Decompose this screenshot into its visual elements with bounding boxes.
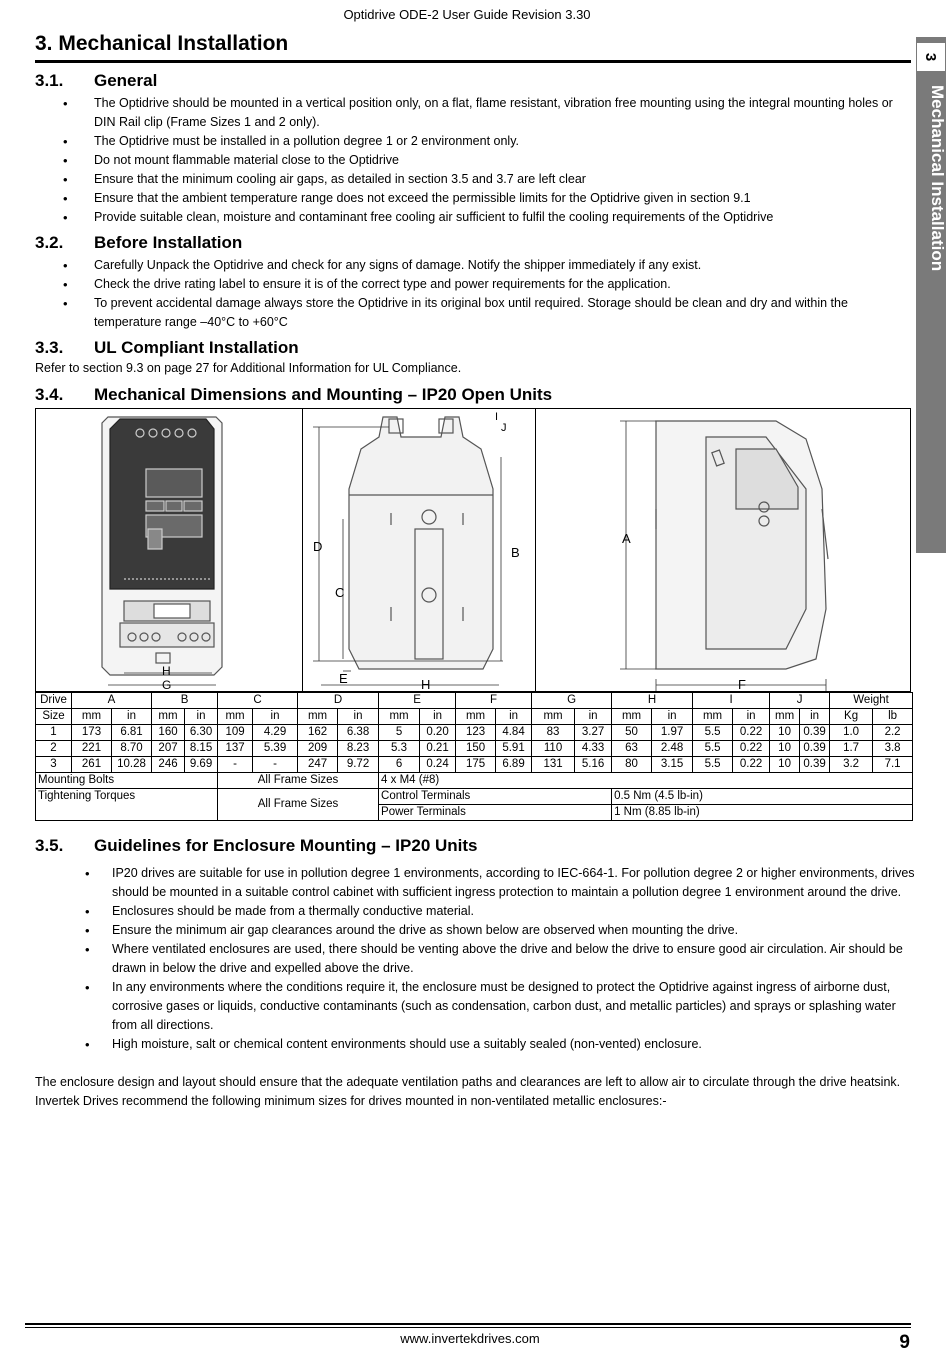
table-cell: 7.1	[873, 757, 913, 773]
table-header-cell: Weight	[830, 693, 913, 709]
table-cell: 207	[152, 741, 185, 757]
table-cell: 5.39	[253, 741, 298, 757]
list-item: • Carefully Unpack the Optidrive and check for any signs of damage. Notify the shipper immediately if any exist.	[35, 256, 914, 275]
mounting-bolts-frames: All Frame Sizes	[218, 773, 379, 789]
dimension-label: I	[495, 411, 499, 423]
unit-cell: in	[185, 709, 218, 725]
table-cell: 8.23	[338, 741, 379, 757]
list-item: • Ensure that the minimum cooling air gaps, as detailed in section 3.5 and 3.7 are left clear	[35, 170, 914, 189]
table-cell: 10	[770, 741, 800, 757]
unit-cell: in	[733, 709, 770, 725]
table-cell: 6.89	[496, 757, 532, 773]
table-cell: 8.15	[185, 741, 218, 757]
table-cell: 6.30	[185, 725, 218, 741]
dimension-label: F	[738, 677, 746, 691]
list-item: • To prevent accidental damage always store the Optidrive in its original box until required. Storage should be clean and dry and within the temperature range –40°C to +60°C	[35, 294, 914, 332]
table-cell: 0.22	[733, 757, 770, 773]
table-header-cell: J	[770, 693, 830, 709]
table-cell: 175	[456, 757, 496, 773]
table-cell: 0.21	[420, 741, 456, 757]
list-item: • High moisture, salt or chemical content environments should use a suitably sealed (non-vented) enclosure.	[35, 1035, 922, 1054]
unit-cell: in	[800, 709, 830, 725]
unit-cell: lb	[873, 709, 913, 725]
control-terminals-value: 0.5 Nm (4.5 lb-in)	[612, 789, 913, 805]
unit-cell: in	[575, 709, 612, 725]
table-cell: 4.84	[496, 725, 532, 741]
table-cell: 0.22	[733, 725, 770, 741]
table-row	[36, 757, 913, 773]
section-heading-enclosure-mounting: 3.5. Guidelines for Enclosure Mounting – IP20 Units	[35, 836, 478, 855]
table-cell: 50	[612, 725, 652, 741]
table-cell: 1.0	[830, 725, 873, 741]
table-cell: 5.5	[693, 725, 733, 741]
list-item: • Provide suitable clean, moisture and contaminant free cooling air sufficient to fulfil the cooling requirements of the Optidrive	[35, 208, 914, 227]
table-header-cell: A	[72, 693, 152, 709]
table-cell: 162	[298, 725, 338, 741]
drive-rear-view-drawing	[303, 409, 535, 691]
list-item: • Do not mount flammable material close to the Optidrive	[35, 151, 914, 170]
table-cell: 5.5	[693, 741, 733, 757]
table-cell: 109	[218, 725, 253, 741]
table-cell: 261	[72, 757, 112, 773]
dimension-label: E	[339, 671, 348, 686]
dimension-label: D	[313, 539, 323, 554]
table-header-cell: D	[298, 693, 379, 709]
list-item: • Check the drive rating label to ensure it is of the correct type and power requirements for the application.	[35, 275, 914, 294]
table-cell: 221	[72, 741, 112, 757]
table-cell: 247	[298, 757, 338, 773]
drive-front-view-drawing	[36, 409, 302, 691]
table-cell: 4.33	[575, 741, 612, 757]
mounting-bolts-label: Mounting Bolts	[36, 773, 218, 789]
unit-cell: in	[420, 709, 456, 725]
side-tab-number: 3	[916, 42, 946, 72]
chapter-title: 3. Mechanical Installation	[35, 32, 289, 55]
unit-cell: in	[253, 709, 298, 725]
table-cell: 0.39	[800, 757, 830, 773]
torques-label: Tightening Torques	[36, 789, 218, 821]
list-item: • Ensure that the ambient temperature range does not exceed the permissible limits for the Optidrive given in section 9.1	[35, 189, 914, 208]
drive-size-cell: 2	[36, 741, 72, 757]
drive-side-view-drawing	[536, 409, 910, 691]
dimension-label: B	[511, 545, 520, 560]
table-header-cell: C	[218, 693, 298, 709]
dimension-label: G	[162, 678, 172, 691]
torques-frames: All Frame Sizes	[218, 789, 379, 821]
footer-url: www.invertekdrives.com	[400, 1331, 540, 1346]
table-cell: 5	[379, 725, 420, 741]
unit-cell: mm	[152, 709, 185, 725]
list-item: • Where ventilated enclosures are used, there should be venting above the drive and below the drive to ensure good air circulation. Air should be drawn in below the drive and expelled above the drive.	[35, 940, 922, 978]
unit-cell: in	[112, 709, 152, 725]
table-cell: 5.16	[575, 757, 612, 773]
mounting-bolts-row	[36, 773, 913, 789]
table-header-cell: B	[152, 693, 218, 709]
table-header-cell: Drive	[36, 693, 72, 709]
table-cell: 137	[218, 741, 253, 757]
control-terminals-label: Control Terminals	[379, 789, 612, 805]
table-cell: 0.39	[800, 725, 830, 741]
table-cell: 173	[72, 725, 112, 741]
before-installation-bullet-list	[35, 256, 914, 332]
mounting-bolts-value: 4 x M4 (#8)	[379, 773, 913, 789]
table-header-cell: I	[693, 693, 770, 709]
dimension-label: J	[501, 422, 507, 434]
list-item: • IP20 drives are suitable for use in pollution degree 1 environments, according to IEC-664-1. For pollution degree 2 or higher environments, drives should be mounted in a suitable control cabinet with sufficient ingress protection to maintain a pollution degree 1 environment around the drive.	[35, 864, 922, 902]
table-cell: 10.28	[112, 757, 152, 773]
enclosure-bullet-list	[35, 864, 922, 1054]
list-item: • In any environments where the conditions require it, the enclosure must be designed to protect the Optidrive against ingress of airborne dust, corrosive gases or liquids, conductive contaminants (such as condensation, carbon dust, and metallic particles) and sprays or splashing water from all directions.	[35, 978, 922, 1035]
power-terminals-label: Power Terminals	[379, 805, 612, 821]
table-cell: 0.24	[420, 757, 456, 773]
unit-cell: mm	[456, 709, 496, 725]
table-cell: 6.81	[112, 725, 152, 741]
table-cell: 10	[770, 725, 800, 741]
table-cell: 3.8	[873, 741, 913, 757]
table-cell: 6.38	[338, 725, 379, 741]
table-cell: 1.7	[830, 741, 873, 757]
table-cell: 160	[152, 725, 185, 741]
drive-size-cell: 3	[36, 757, 72, 773]
unit-cell: mm	[612, 709, 652, 725]
table-cell: 5.91	[496, 741, 532, 757]
table-cell: 80	[612, 757, 652, 773]
footer-rule	[25, 1323, 911, 1325]
table-header-cell: H	[612, 693, 693, 709]
general-bullet-list	[35, 94, 914, 227]
unit-cell: Kg	[830, 709, 873, 725]
table-cell: 131	[532, 757, 575, 773]
table-cell: -	[253, 757, 298, 773]
table-cell: 3.15	[652, 757, 693, 773]
table-units-row	[36, 709, 913, 725]
chapter-rule	[35, 60, 911, 63]
unit-cell: mm	[72, 709, 112, 725]
table-cell: 5.5	[693, 757, 733, 773]
unit-cell: mm	[218, 709, 253, 725]
table-cell: 63	[612, 741, 652, 757]
table-cell: 110	[532, 741, 575, 757]
page-number: 9	[899, 1332, 910, 1353]
table-header-cell: G	[532, 693, 612, 709]
table-cell: 83	[532, 725, 575, 741]
table-cell: 9.72	[338, 757, 379, 773]
table-cell: 123	[456, 725, 496, 741]
ul-compliance-text: Refer to section 9.3 on page 27 for Additional Information for UL Compliance.	[35, 361, 462, 375]
unit-cell: in	[496, 709, 532, 725]
table-header-cell: Size	[36, 709, 72, 725]
table-row	[36, 725, 913, 741]
section-heading-mechanical-dimensions: 3.4. Mechanical Dimensions and Mounting – IP20 Open Units	[35, 385, 553, 404]
unit-cell: mm	[532, 709, 575, 725]
table-cell: 0.22	[733, 741, 770, 757]
side-tab-label: Mechanical Installation	[928, 85, 947, 272]
section-heading-ul-compliant: 3.3. UL Compliant Installation	[35, 338, 299, 357]
table-cell: 3.27	[575, 725, 612, 741]
footer-rule	[25, 1327, 911, 1328]
table-cell: -	[218, 757, 253, 773]
drive-size-cell: 1	[36, 725, 72, 741]
dimension-label: H	[162, 664, 171, 678]
table-cell: 6	[379, 757, 420, 773]
dimensions-table	[35, 692, 913, 821]
unit-cell: mm	[693, 709, 733, 725]
table-cell: 246	[152, 757, 185, 773]
unit-cell: in	[338, 709, 379, 725]
table-header-cell: F	[456, 693, 532, 709]
table-header-cell: E	[379, 693, 456, 709]
table-cell: 10	[770, 757, 800, 773]
torques-row-control	[36, 789, 913, 805]
power-terminals-value: 1 Nm (8.85 lb-in)	[612, 805, 913, 821]
table-row	[36, 741, 913, 757]
unit-cell: in	[652, 709, 693, 725]
list-item: • The Optidrive must be installed in a pollution degree 1 or 2 environment only.	[35, 132, 914, 151]
table-cell: 2.48	[652, 741, 693, 757]
table-cell: 4.29	[253, 725, 298, 741]
unit-cell: mm	[770, 709, 800, 725]
table-cell: 209	[298, 741, 338, 757]
table-cell: 9.69	[185, 757, 218, 773]
dimension-label: H	[421, 677, 431, 691]
table-header-row	[36, 693, 913, 709]
table-cell: 3.2	[830, 757, 873, 773]
unit-cell: mm	[379, 709, 420, 725]
table-cell: 8.70	[112, 741, 152, 757]
table-cell: 150	[456, 741, 496, 757]
section-heading-before-installation: 3.2. Before Installation	[35, 233, 243, 252]
list-item: • Enclosures should be made from a thermally conductive material.	[35, 902, 922, 921]
unit-cell: mm	[298, 709, 338, 725]
dimension-label: A	[622, 531, 631, 546]
list-item: • Ensure the minimum air gap clearances around the drive as shown below are observed when mounting the drive.	[35, 921, 922, 940]
table-cell: 0.20	[420, 725, 456, 741]
list-item: • The Optidrive should be mounted in a vertical position only, on a flat, flame resistant, vibration free mounting using the integral mounting holes or DIN Rail clip (Frame Sizes 1 and 2 only).	[35, 94, 914, 132]
dimension-label: C	[335, 585, 345, 600]
running-header: Optidrive ODE-2 User Guide Revision 3.30	[343, 7, 591, 22]
table-cell: 1.97	[652, 725, 693, 741]
enclosure-paragraph: The enclosure design and layout should ensure that the adequate ventilation paths and clearances are left to allow air to circulate through the drive heatsink. Invertek Drives recommend the following minimum sizes for drives mounted in non-ventilated metallic enclosures:-	[35, 1075, 901, 1108]
table-cell: 5.3	[379, 741, 420, 757]
table-cell: 0.39	[800, 741, 830, 757]
table-cell: 2.2	[873, 725, 913, 741]
section-heading-general: 3.1. General	[35, 71, 158, 90]
